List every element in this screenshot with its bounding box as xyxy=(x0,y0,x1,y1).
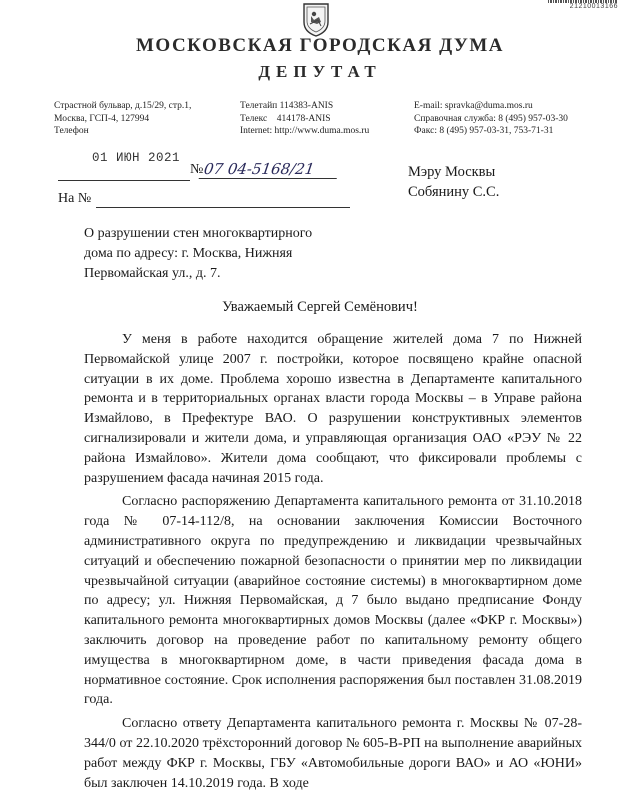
outgoing-number-handwritten: 07 04-5168/21 xyxy=(199,160,340,179)
organization-title: МОСКОВСКАЯ ГОРОДСКАЯ ДУМА xyxy=(136,35,504,56)
letter-body xyxy=(84,330,582,797)
body-paragraph: Согласно ответу Департамента капитального ремонта г. Москвы № 07-28-344/0 от 22.10.2020 трёхсторонний договор № 605-В-РП на выполнение аварийных работ между ФКР г. Москвы, ГБУ «Автомобильные дороги ВАО» и АО «ЮНИ» был заключен 14.10.2019 года. В ходе xyxy=(84,716,582,791)
date-stamp: 01 ИЮН 2021 xyxy=(92,151,181,165)
contacts-teletype: Телетайп 114383-ANIS Телекс 414178-ANIS Internet: http://www.duma.mos.ru xyxy=(240,101,370,136)
salutation: Уважаемый Сергей Семёнович! xyxy=(222,299,418,315)
letter-subject: О разрушении стен многоквартирного дома по адресу: г. Москва, Нижняя Первомайская ул., д. 7. xyxy=(84,226,313,281)
recipient-block: Мэру Москвы Собянину С.С. xyxy=(408,164,500,200)
registration-number: 21210013166 xyxy=(569,3,618,10)
reply-to-label: На № xyxy=(58,191,92,206)
body-paragraph: У меня в работе находится обращение жителей дома 7 по Нижней Первомайской улице 2007 г. постройки, которое посвящено крайне опасной ситуации в их доме. Проблема хорошо известна в Департаменте капитального ремонта и в территориальных органах власти города Москвы – в Управе района Измайлово, в Префектуре ВАО. О разрушении конструктивных элементов сигнализировали и жители дома, и управляющая организация ОАО «РЭУ № 22 района Измайлово». Жители дома сообщают, что фиксировали проблемы с разрушением фасада начиная 2015 года. xyxy=(84,332,582,486)
body-paragraph: Согласно распоряжению Департамента капитального ремонта от 31.10.2018 года № 07-14-112/8, на основании заключения Комиссии Восточного административного округа по предупреждению и ликвидации чрезвычайных ситуаций и обеспечению пожарной безопасности о принятии мер по ликвидации чрезвычайной ситуации (аварийное состояние системы) в многоквартирном доме по адресу; ул. Нижняя Первомайская, д 7 было выдано предписание Фонду капитального ремонта многоквартирных домов Москвы (далее «ФКР г. Москвы») заключить договор на проведение работ по капитальному ремонту общего имущества в многоквартирном доме, в части приведения фасада дома в нормативное состояние. Срок исполнения распоряжения был поставлен 31.08.2019 года. xyxy=(84,494,582,708)
contacts-address: Страстной бульвар, д.15/29, стр.1, Москва, ГСП-4, 127994 Телефон xyxy=(54,101,192,136)
deputy-subtitle: ДЕПУТАТ xyxy=(258,62,382,81)
contacts-email-fax: E-mail: spravka@duma.mos.ru Справочная служба: 8 (495) 957-03-30 Факс: 8 (495) 957-03-31, 753-71-31 xyxy=(414,101,568,136)
moscow-coat-of-arms-icon xyxy=(296,2,336,38)
outgoing-date-line xyxy=(58,180,190,181)
reply-to-line xyxy=(96,207,350,208)
outgoing-number-label: № xyxy=(190,162,204,177)
